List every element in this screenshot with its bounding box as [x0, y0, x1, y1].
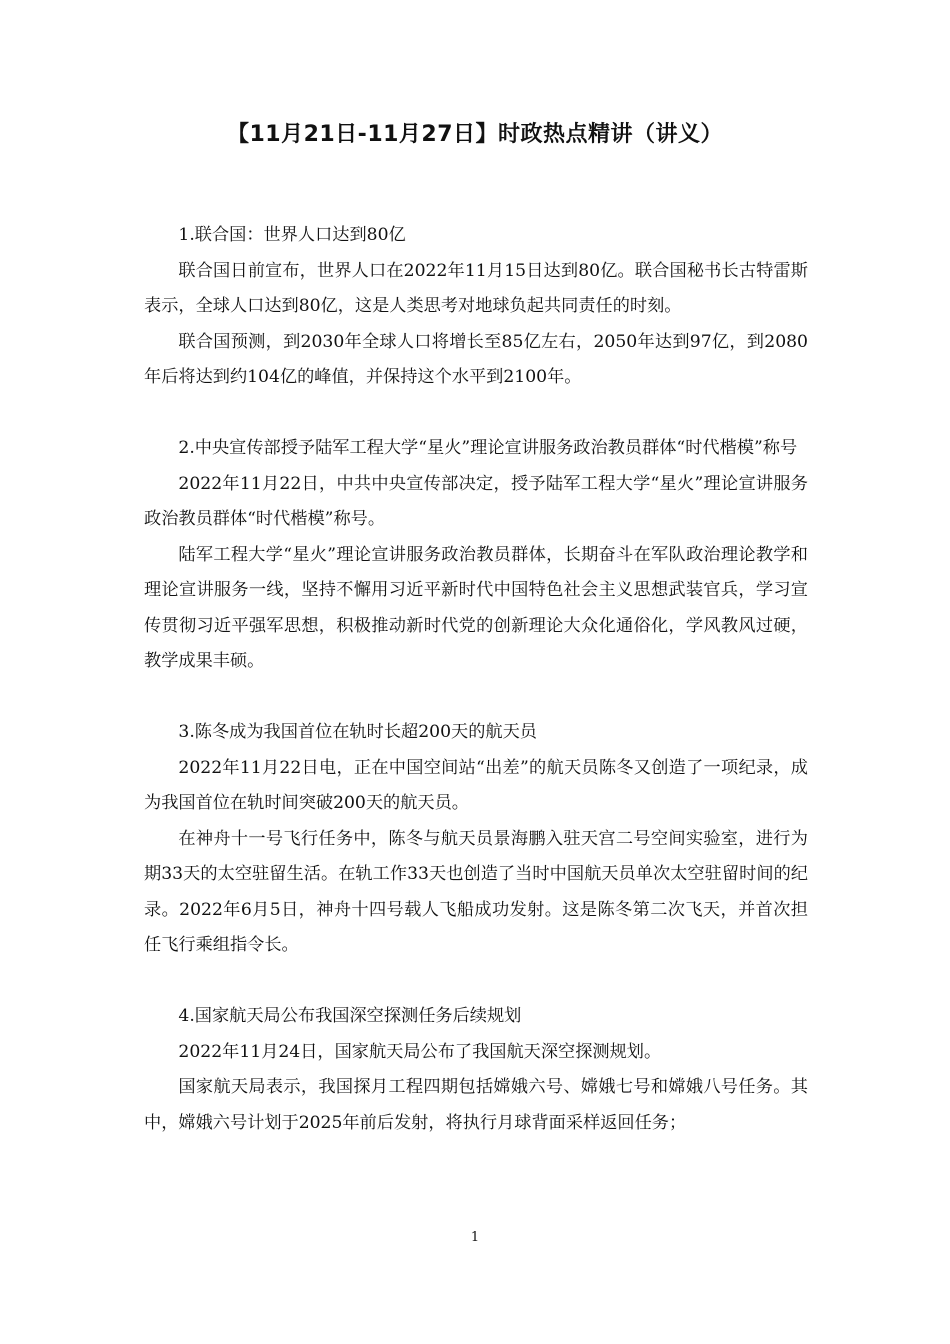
section-heading: 4.国家航天局公布我国深空探测任务后续规划 — [178, 1006, 522, 1026]
document-title: 【11月21日-11月27日】时政热点精讲（讲义） — [226, 122, 724, 147]
paragraph: 陆军工程大学“星火”理论宣讲服务政治教员群体，长期奋斗在军队政治理论教学和理论宣讲服务一线，坚持不懈用习近平新时代中国特色社会主义思想武装官兵，学习宣传贯彻习近平强军思想，积极推动新时代党的创新理论大众化通俗化，学风教风过硬，教学成果丰硕。 — [144, 544, 808, 671]
section-spacer — [144, 396, 808, 432]
section-4 — [144, 999, 808, 1141]
paragraph: 2022年11月22日电，正在中国空间站“出差”的航天员陈冬又创造了一项纪录，成为我国首位在轨时间突破200天的航天员。 — [144, 757, 808, 813]
section-heading: 3.陈冬成为我国首位在轨时长超200天的航天员 — [178, 722, 537, 742]
section-heading: 1.联合国：世界人口达到80亿 — [178, 225, 406, 245]
section-spacer — [144, 680, 808, 716]
paragraph: 国家航天局表示，我国探月工程四期包括嫦娥六号、嫦娥七号和嫦娥八号任务。其中，嫦娥六号计划于2025年前后发射，将执行月球背面采样返回任务； — [144, 1077, 808, 1133]
section-3 — [144, 715, 808, 964]
paragraph: 2022年11月24日，国家航天局公布了我国航天深空探测规划。 — [178, 1041, 662, 1062]
document-body — [144, 218, 808, 1141]
section-spacer — [144, 964, 808, 1000]
page-number: 1 — [470, 1230, 480, 1245]
paragraph: 在神舟十一号飞行任务中，陈冬与航天员景海鹏入驻天宫二号空间实验室，进行为期33天的太空驻留生活。在轨工作33天也创造了当时中国航天员单次太空驻留时间的纪录。2022年6月5日，神舟十四号载人飞船成功发射。这是陈冬第二次飞天，并首次担任飞行乘组指令长。 — [144, 828, 808, 955]
paragraph: 联合国预测，到2030年全球人口将增长至85亿左右，2050年达到97亿，到2080年后将达到约104亿的峰值，并保持这个水平到2100年。 — [144, 331, 808, 387]
section-1 — [144, 218, 808, 396]
paragraph: 2022年11月22日，中共中央宣传部决定，授予陆军工程大学“星火”理论宣讲服务政治教员群体“时代楷模”称号。 — [144, 473, 808, 529]
paragraph: 联合国日前宣布，世界人口在2022年11月15日达到80亿。联合国秘书长古特雷斯表示，全球人口达到80亿，这是人类思考对地球负起共同责任的时刻。 — [144, 260, 808, 316]
section-2 — [144, 431, 808, 680]
section-heading: 2.中央宣传部授予陆军工程大学“星火”理论宣讲服务政治教员群体“时代楷模”称号 — [178, 438, 798, 458]
